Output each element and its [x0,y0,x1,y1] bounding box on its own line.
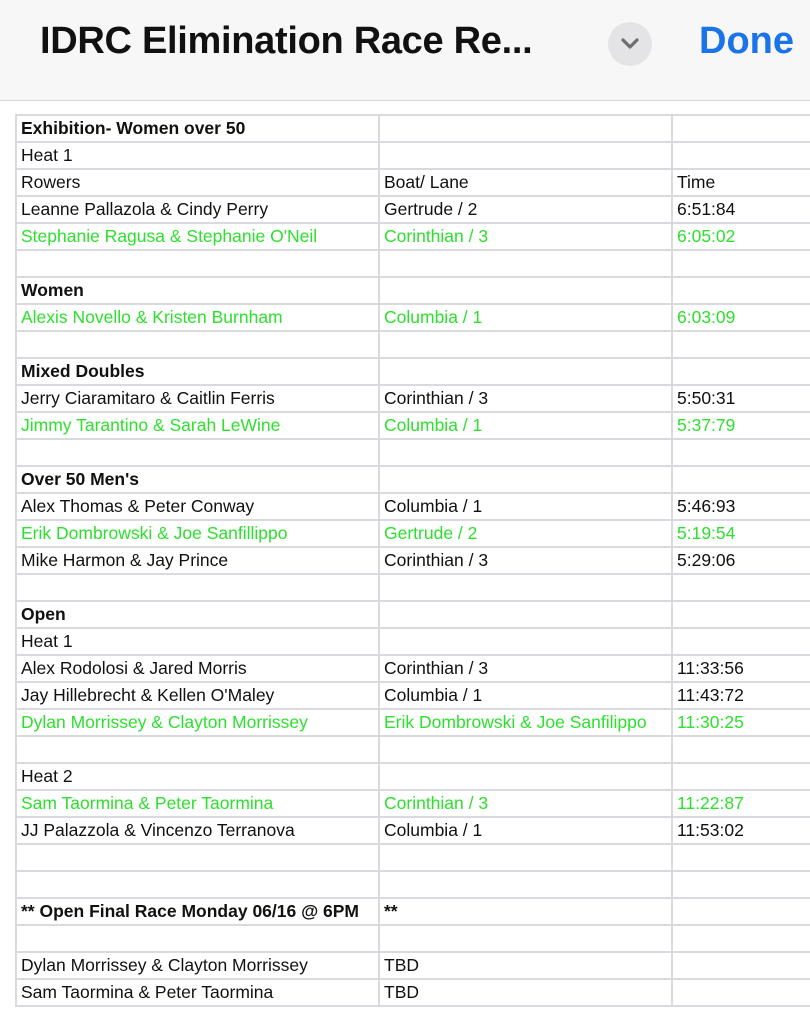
table-cell[interactable]: Sam Taormina & Peter Taormina [16,790,379,817]
table-cell[interactable] [379,763,672,790]
table-cell[interactable]: Gertrude / 2 [379,520,672,547]
toolbar [0,0,810,101]
table-cell[interactable]: Columbia / 1 [379,682,672,709]
table-cell[interactable]: JJ Palazzola & Vincenzo Terranova [16,817,379,844]
table-cell[interactable]: Erik Dombrowski & Joe Sanfilippo [379,709,672,736]
table-cell[interactable]: Heat 1 [16,142,379,169]
table-cell[interactable] [379,250,672,277]
table-cell[interactable]: 5:37:79 [672,412,810,439]
table-row [16,196,810,223]
table-cell[interactable] [379,736,672,763]
title-menu-button[interactable] [608,22,652,66]
table-cell[interactable] [379,115,672,142]
table-cell[interactable]: Dylan Morrissey & Clayton Morrissey [16,709,379,736]
table-cell[interactable] [672,871,810,898]
table-row [16,682,810,709]
table-cell[interactable]: Sam Taormina & Peter Taormina [16,979,379,1006]
table-cell[interactable]: Alexis Novello & Kristen Burnham [16,304,379,331]
table-cell[interactable] [379,466,672,493]
table-cell[interactable] [672,844,810,871]
table-row [16,412,810,439]
table-cell[interactable] [379,925,672,952]
table-cell[interactable]: Corinthian / 3 [379,223,672,250]
table-cell[interactable]: 6:03:09 [672,304,810,331]
table-cell[interactable] [379,277,672,304]
table-row [16,520,810,547]
table-cell[interactable] [379,601,672,628]
table-cell[interactable] [16,871,379,898]
done-button[interactable]: Done [699,20,794,62]
table-cell[interactable] [672,628,810,655]
table-row [16,952,810,979]
table-cell[interactable] [16,844,379,871]
table-cell[interactable] [672,250,810,277]
table-cell[interactable]: Stephanie Ragusa & Stephanie O'Neil [16,223,379,250]
table-row [16,763,810,790]
table-cell[interactable] [379,574,672,601]
table-cell[interactable]: 11:22:87 [672,790,810,817]
table-row [16,979,810,1006]
table-cell[interactable] [16,331,379,358]
table-cell[interactable]: Mixed Doubles [16,358,379,385]
table-row [16,790,810,817]
table-cell[interactable]: 6:05:02 [672,223,810,250]
table-row [16,331,810,358]
table-row [16,574,810,601]
table-cell[interactable]: Jimmy Tarantino & Sarah LeWine [16,412,379,439]
table-cell[interactable] [672,574,810,601]
table-row [16,871,810,898]
table-row [16,169,810,196]
table-cell[interactable] [16,925,379,952]
table-cell[interactable]: TBD [379,979,672,1006]
table-cell[interactable] [379,628,672,655]
table-cell[interactable]: Mike Harmon & Jay Prince [16,547,379,574]
table-row [16,115,810,142]
table-cell[interactable]: Over 50 Men's [16,466,379,493]
table-row [16,709,810,736]
table-cell[interactable]: 11:30:25 [672,709,810,736]
table-row [16,304,810,331]
table-cell[interactable]: Alex Thomas & Peter Conway [16,493,379,520]
table-cell[interactable]: Corinthian / 3 [379,547,672,574]
table-row [16,601,810,628]
table-cell[interactable]: Columbia / 1 [379,817,672,844]
table-cell[interactable] [672,358,810,385]
table-cell[interactable]: Corinthian / 3 [379,385,672,412]
table-cell[interactable]: Columbia / 1 [379,493,672,520]
table-cell[interactable] [672,277,810,304]
table-row [16,628,810,655]
table-cell[interactable]: 5:50:31 [672,385,810,412]
table-row [16,277,810,304]
table-cell[interactable] [379,358,672,385]
table-cell[interactable] [16,574,379,601]
table-cell[interactable]: Open [16,601,379,628]
table-cell[interactable]: 5:19:54 [672,520,810,547]
table-cell[interactable] [379,439,672,466]
table-cell[interactable] [672,925,810,952]
table-cell[interactable] [16,250,379,277]
table-cell[interactable]: 5:29:06 [672,547,810,574]
table-cell[interactable]: Women [16,277,379,304]
table-row [16,493,810,520]
table-cell[interactable]: Jay Hillebrecht & Kellen O'Maley [16,682,379,709]
table-cell[interactable] [672,898,810,925]
document-title: IDRC Elimination Race Re... [40,20,533,62]
table-row [16,898,810,925]
table-cell[interactable]: Time [672,169,810,196]
table-row [16,925,810,952]
table-cell[interactable] [379,142,672,169]
table-cell[interactable]: Heat 1 [16,628,379,655]
table-cell[interactable]: 11:33:56 [672,655,810,682]
table-cell[interactable] [672,466,810,493]
table-cell[interactable]: Jerry Ciaramitaro & Caitlin Ferris [16,385,379,412]
table-row [16,223,810,250]
table-cell[interactable]: Columbia / 1 [379,304,672,331]
table-cell[interactable]: Corinthian / 3 [379,790,672,817]
table-cell[interactable] [672,952,810,979]
table-cell[interactable]: 5:46:93 [672,493,810,520]
table-row [16,439,810,466]
table-cell[interactable] [379,844,672,871]
chevron-down-icon [620,36,640,52]
table-row [16,736,810,763]
table-cell[interactable]: Columbia / 1 [379,412,672,439]
table-cell[interactable]: Leanne Pallazola & Cindy Perry [16,196,379,223]
table-row [16,385,810,412]
table-cell[interactable]: ** [379,898,672,925]
table-cell[interactable]: Rowers [16,169,379,196]
table-cell[interactable]: Alex Rodolosi & Jared Morris [16,655,379,682]
table-cell[interactable] [16,736,379,763]
table-cell[interactable]: Heat 2 [16,763,379,790]
table-cell[interactable]: 11:43:72 [672,682,810,709]
table-row [16,250,810,277]
table-cell[interactable] [672,979,810,1006]
results-table [15,114,810,1007]
table-cell[interactable] [672,331,810,358]
table-row [16,655,810,682]
table-cell[interactable] [672,601,810,628]
table-row [16,142,810,169]
table-cell[interactable]: Gertrude / 2 [379,196,672,223]
spreadsheet [15,114,810,1007]
table-cell[interactable] [672,439,810,466]
table-cell[interactable]: TBD [379,952,672,979]
table-row [16,547,810,574]
table-cell[interactable]: 11:53:02 [672,817,810,844]
table-cell[interactable] [672,142,810,169]
table-cell[interactable]: Erik Dombrowski & Joe Sanfillippo [16,520,379,547]
table-cell[interactable]: 6:51:84 [672,196,810,223]
table-cell[interactable] [379,331,672,358]
table-cell[interactable] [379,871,672,898]
table-cell[interactable] [672,763,810,790]
table-cell[interactable] [672,115,810,142]
table-cell[interactable] [16,439,379,466]
table-row [16,817,810,844]
table-row [16,466,810,493]
table-cell[interactable]: Boat/ Lane [379,169,672,196]
table-row [16,358,810,385]
table-row [16,844,810,871]
table-cell[interactable]: Exhibition- Women over 50 [16,115,379,142]
table-cell[interactable]: Dylan Morrissey & Clayton Morrissey [16,952,379,979]
table-cell[interactable]: Corinthian / 3 [379,655,672,682]
table-cell[interactable]: ** Open Final Race Monday 06/16 @ 6PM [16,898,379,925]
table-cell[interactable] [672,736,810,763]
